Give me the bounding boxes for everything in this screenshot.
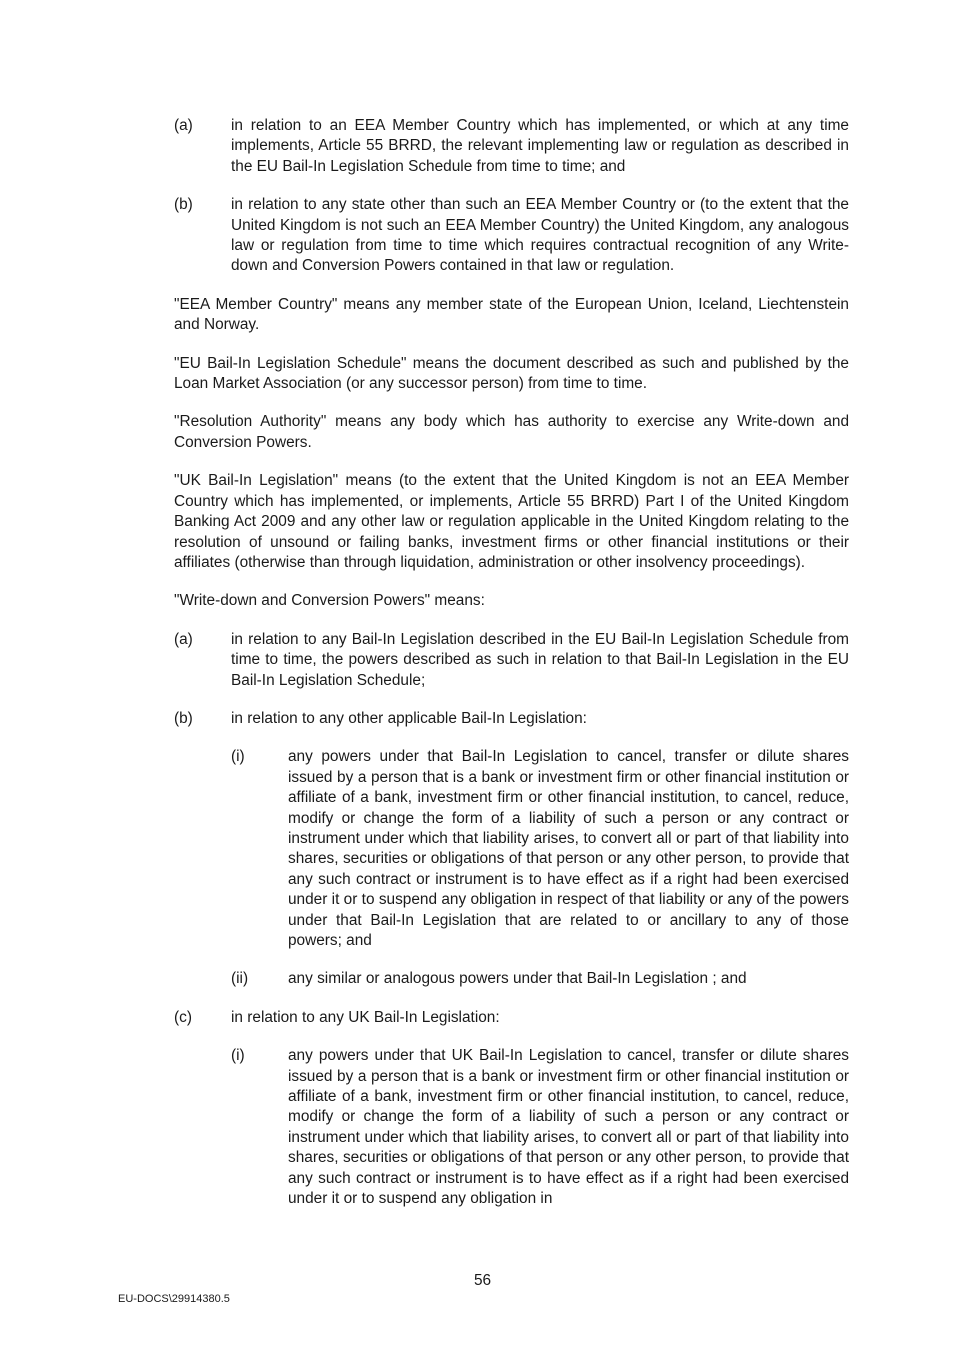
wdc-item-b <box>174 709 849 729</box>
wdc-item-b-i <box>231 747 849 951</box>
item-label: (c) <box>174 1008 192 1026</box>
item-label: (b) <box>174 196 193 214</box>
intro-item-b <box>174 195 849 277</box>
subitem-label: (i) <box>231 748 245 766</box>
item-text: in relation to an EEA Member Country which has implemented, or which at any time implements, Article 55 BRRD, the relevant implementing law or regulation as described in the EU Bail-In Legislation Schedule from time to time; and <box>231 117 849 175</box>
definition-eu-bail-in-schedule: "EU Bail-In Legislation Schedule" means the document described as such and published by the Loan Market Association (or any successor person) from time to time. <box>174 354 849 393</box>
intro-item-a <box>174 116 849 177</box>
definition-eea-member-country: "EEA Member Country" means any member state of the European Union, Iceland, Liechtenstein and Norway. <box>174 295 849 334</box>
wdc-item-a <box>174 630 849 691</box>
item-text: in relation to any Bail-In Legislation described in the EU Bail-In Legislation Schedule from time to time, the powers described as such in relation to that Bail-In Legislation in the EU Bail-In Legislation Schedule; <box>231 630 849 689</box>
definition-resolution-authority: "Resolution Authority" means any body which has authority to exercise any Write-down and Conversion Powers. <box>174 413 849 451</box>
wdc-item-b-ii <box>231 969 849 989</box>
subitem-text: any similar or analogous powers under that Bail-In Legislation ; and <box>288 970 747 988</box>
subitem-text: any powers under that UK Bail-In Legislation to cancel, transfer or dilute shares issued by a person that is a bank or investment firm or other financial institution or affiliate of a bank, investment firm or other financial institution, to cancel, reduce, modify or change the form of a liability of such a person or any contract or instrument under which that liability arises, to convert all or part of that liability into shares, securities or obligations of that person or any other person, to provide that any such contract or instrument is to have effect as if a right had been exercised under it or to suspend any obligation in <box>288 1047 849 1208</box>
page-number: 56 <box>473 1272 492 1289</box>
item-label: (b) <box>174 709 193 727</box>
item-text: in relation to any other applicable Bail-In Legislation: <box>231 709 587 727</box>
item-text: in relation to any UK Bail-In Legislation: <box>231 1008 500 1026</box>
wdc-item-c <box>174 1008 849 1028</box>
subitem-label: (i) <box>231 1047 245 1065</box>
definition-uk-bail-in-legislation: "UK Bail-In Legislation" means (to the extent that the United Kingdom is not an EEA Member Country which has implemented, or implements, Article 55 BRRD) Part I of the United Kingdom Banking Act 2009 and any other law or regulation applicable in the United Kingdom relating to the resolution of unsound or failing banks, investment firms or other financial institutions or their affiliates (otherwise than through liquidation, administration or other insolvency proceedings). <box>174 472 849 571</box>
item-label: (a) <box>174 630 193 648</box>
subitem-label: (ii) <box>231 970 249 988</box>
document-body <box>174 116 849 1209</box>
wdc-item-c-i <box>231 1046 849 1209</box>
definition-write-down-powers: "Write-down and Conversion Powers" means: <box>174 592 485 610</box>
document-reference: EU-DOCS\29914380.5 <box>118 1293 230 1305</box>
item-text: in relation to any state other than such an EEA Member Country or (to the extent that the United Kingdom is not such an EEA Member Country) the United Kingdom, any analogous law or regulation from time to time which requires contractual recognition of any Write-down and Conversion Powers contained in that law or regulation. <box>231 196 849 275</box>
subitem-text: any powers under that Bail-In Legislation to cancel, transfer or dilute shares issued by a person that is a bank or investment firm or other financial institution or affiliate of a bank, investment firm or other financial institution, to cancel, reduce, modify or change the form of a liability of such a person or any contract or instrument under which that liability arises, to convert all or part of that liability into shares, securities or obligations of that person or any other person, to provide that any such contract or instrument is to have effect as if a right had been exercised under it or to suspend any obligation in respect of that liability or any of the powers under that Bail-In Legislation that are related to or ancillary to any of those powers; and <box>288 748 849 949</box>
item-label: (a) <box>174 117 193 134</box>
